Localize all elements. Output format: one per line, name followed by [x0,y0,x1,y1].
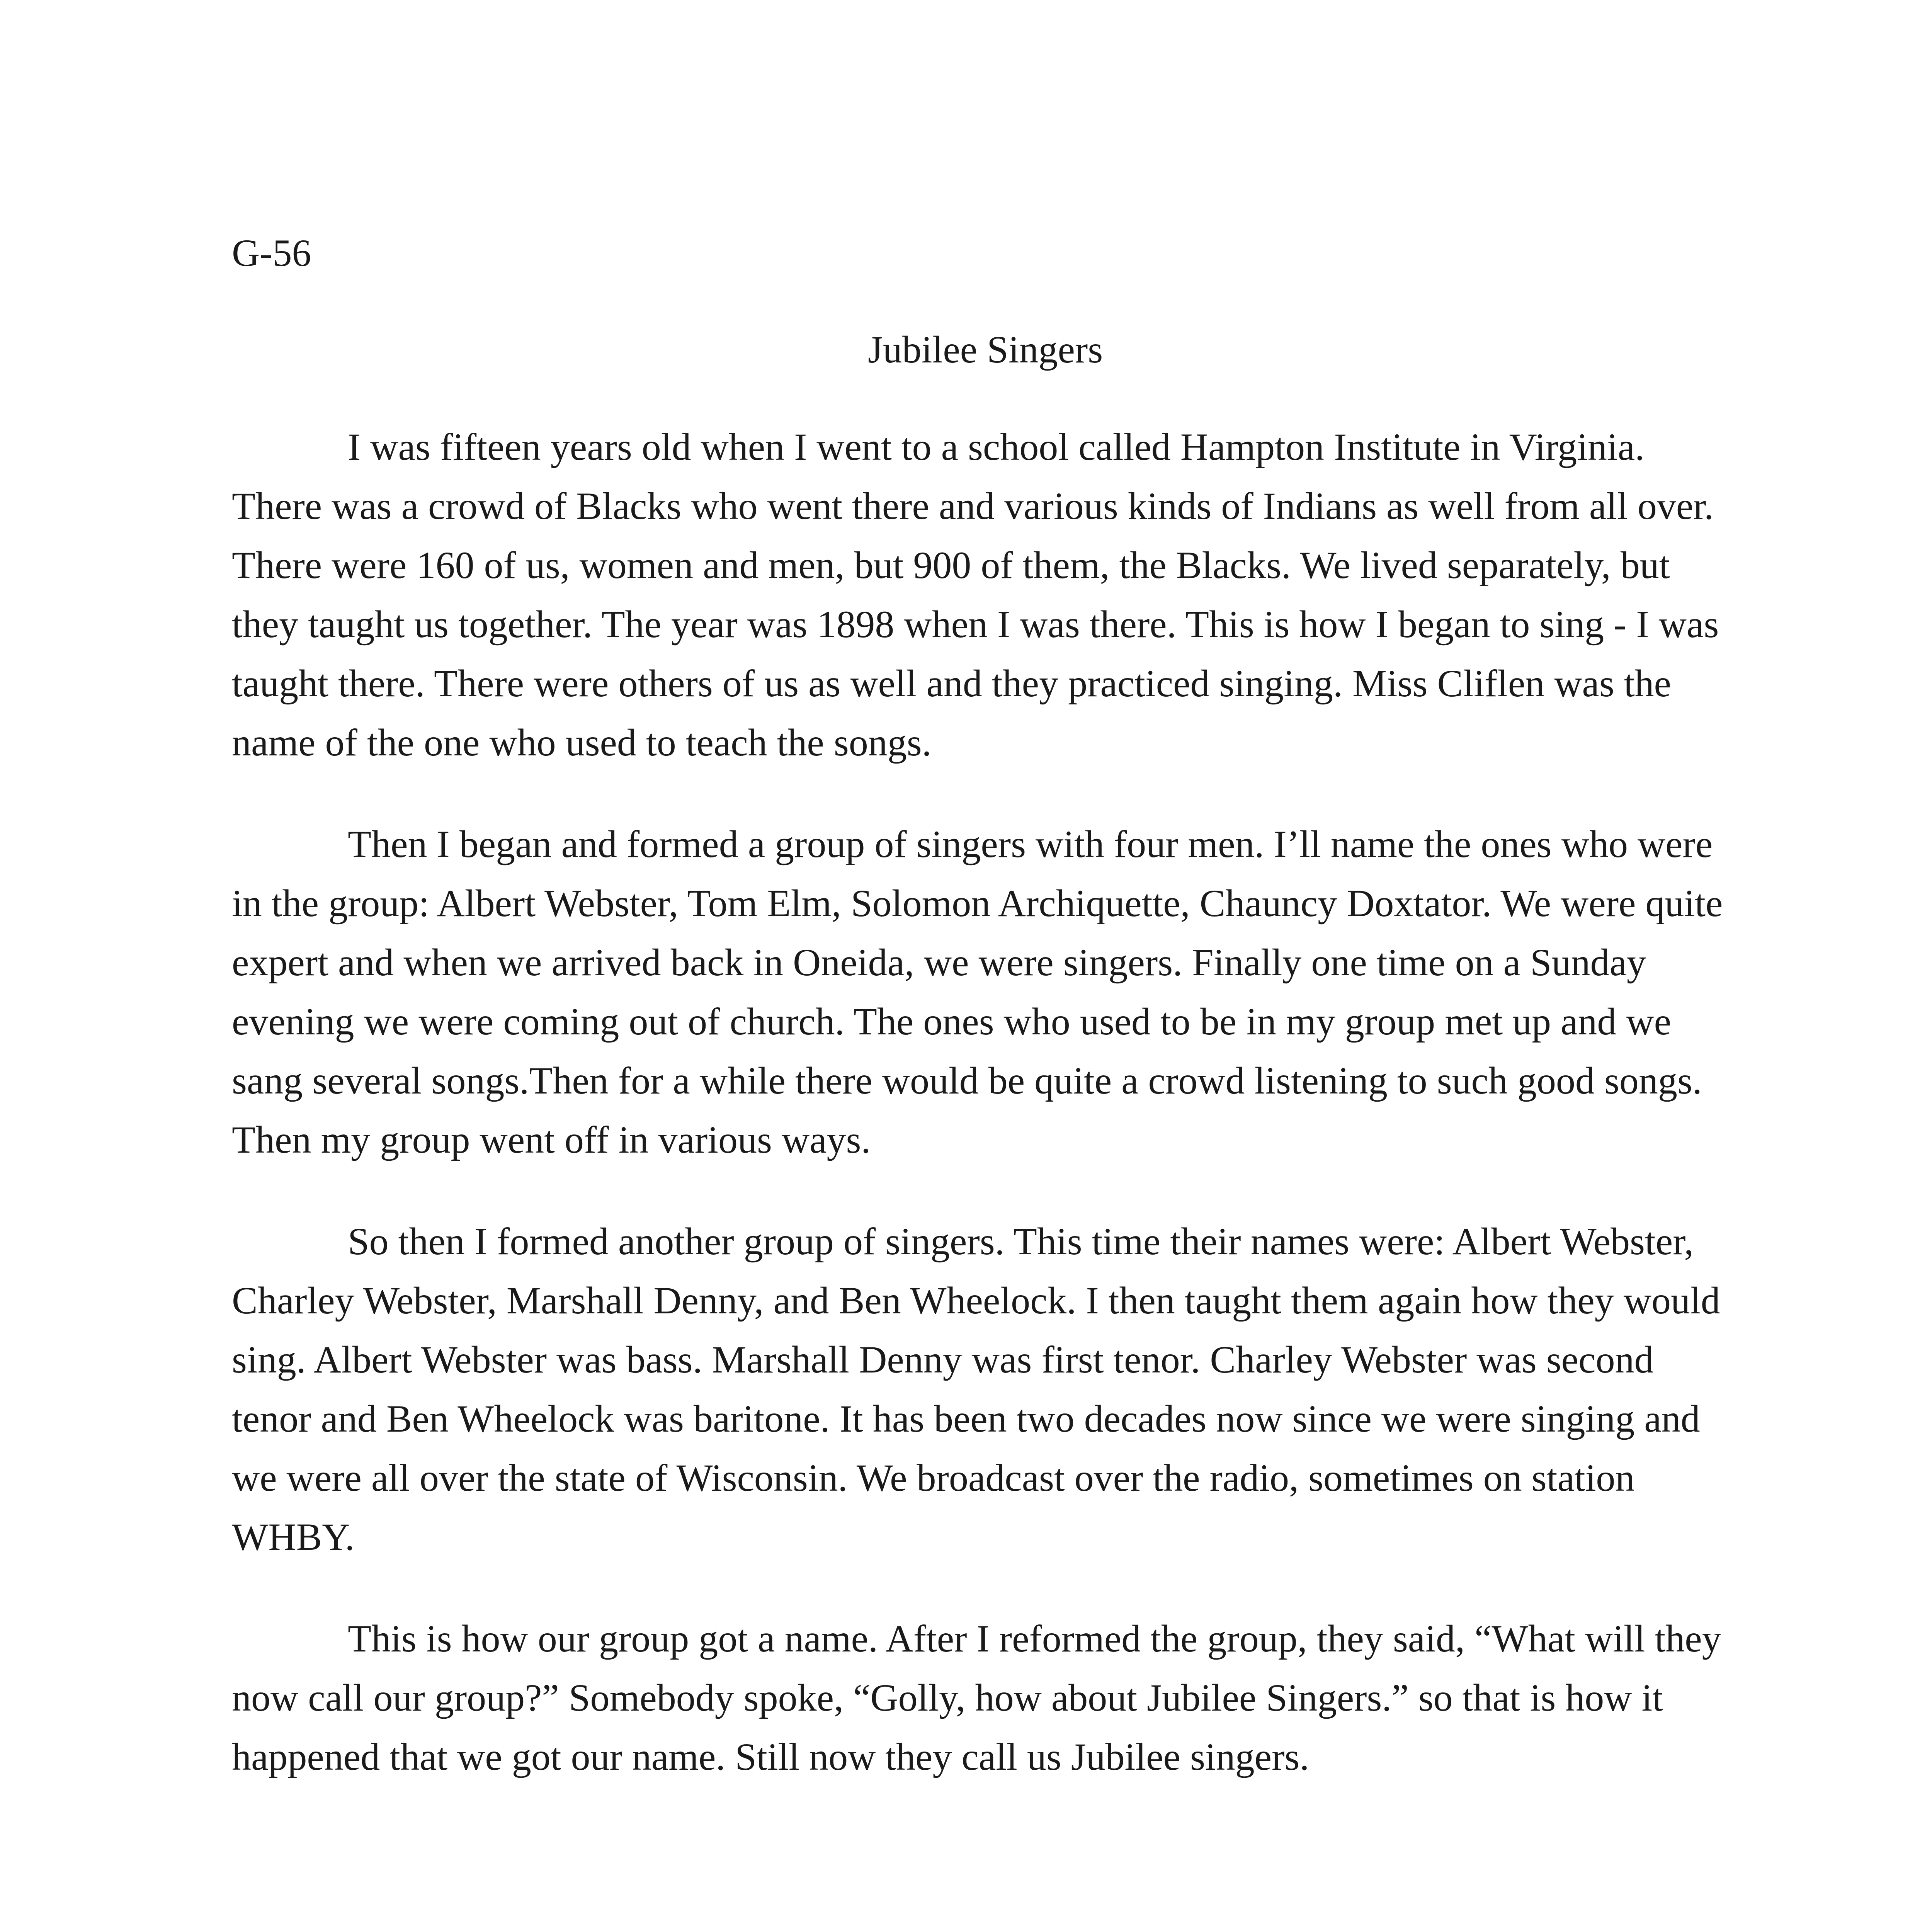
paragraph-4: This is how our group got a name. After I reformed the group, they said, “What will they now call our group?” Somebody spoke, “Golly, how about Jubilee Singers.” so that is how it happened that we got our name. Still now they call us Jubilee singers. [232,1617,1721,1778]
document-title: Jubilee Singers [867,328,1103,371]
paragraph-2: Then I began and formed a group of singers with four men. I’ll name the ones who were in the group: Albert Webster, Tom Elm, Solomon Archiquette, Chauncy Doxtator. We were quite expert and when we arrived back in Oneida, we were singers. Finally one time on a Sunday evening we were coming out of church. The ones who used to be in my group met up and we sang several songs.Then for a while there would be quite a crowd listening to such good songs. Then my group went off in various ways. [232,823,1723,1161]
document-body [232,417,1739,1829]
paragraph-1: I was fifteen years old when I went to a school called Hampton Institute in Virginia. There was a crowd of Blacks who went there and various kinds of Indians as well from all over. There were 160 of us, women and men, but 900 of them, the Blacks. We lived separately, but they taught us together. The year was 1898 when I was there. This is how I began to sing - I was taught there. There were others of us as well and they practiced singing. Miss Cliflen was the name of the one who used to teach the songs. [232,425,1719,764]
paragraph-3: So then I formed another group of singers. This time their names were: Albert Webster, Charley Webster, Marshall Denny, and Ben Wheelock. I then taught them again how they would sing. Albert Webster was bass. Marshall Denny was first tenor. Charley Webster was second tenor and Ben Wheelock was baritone. It has been two decades now since we were singing and we were all over the state of Wisconsin. We broadcast over the radio, sometimes on station WHBY. [232,1220,1720,1558]
document-id: G-56 [232,231,311,274]
